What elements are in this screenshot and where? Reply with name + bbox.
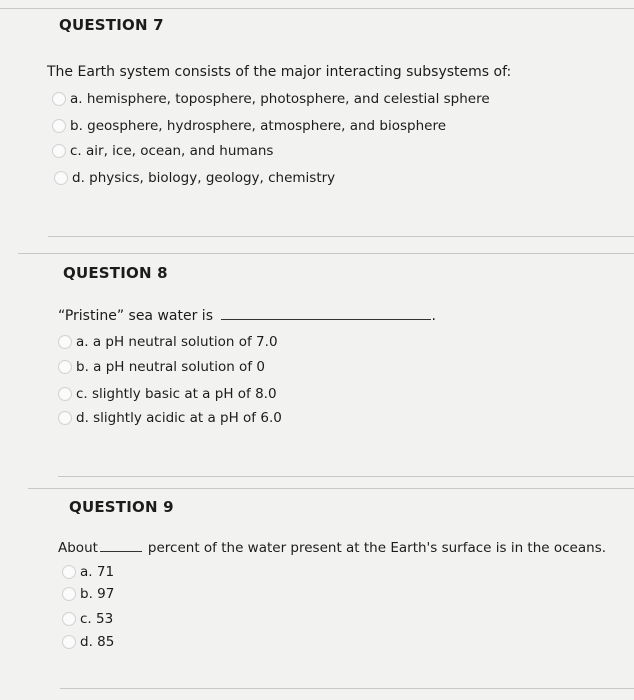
radio-button[interactable] bbox=[62, 635, 76, 649]
divider bbox=[48, 236, 634, 237]
question-prompt: The Earth system consists of the major interacting subsystems of: bbox=[47, 64, 512, 80]
answer-option-b[interactable] bbox=[58, 359, 265, 375]
answer-option-d[interactable] bbox=[62, 634, 114, 650]
answer-label: c. 53 bbox=[80, 611, 114, 627]
answer-label: b. geosphere, hydrosphere, atmosphere, and biosphere bbox=[70, 118, 447, 134]
answer-label: c. air, ice, ocean, and humans bbox=[70, 143, 274, 159]
question-prompt bbox=[58, 308, 436, 324]
radio-button[interactable] bbox=[52, 119, 66, 133]
answer-option-a[interactable] bbox=[58, 334, 278, 350]
answer-label: d. 85 bbox=[80, 634, 115, 650]
divider bbox=[28, 488, 634, 489]
answer-option-c[interactable] bbox=[52, 143, 273, 159]
answer-label: b. a pH neutral solution of 0 bbox=[76, 359, 265, 375]
radio-button[interactable] bbox=[58, 387, 72, 401]
prompt-text: “Pristine” sea water is bbox=[58, 308, 213, 324]
answer-option-c[interactable] bbox=[62, 611, 113, 627]
divider bbox=[18, 253, 634, 254]
divider bbox=[0, 8, 634, 9]
radio-button[interactable] bbox=[58, 335, 72, 349]
radio-button[interactable] bbox=[62, 612, 76, 626]
answer-option-a[interactable] bbox=[52, 91, 490, 107]
answer-option-d[interactable] bbox=[58, 410, 282, 426]
prompt-end: percent of the water present at the Earth's surface is in the oceans. bbox=[147, 540, 607, 556]
divider bbox=[60, 688, 634, 689]
answer-label: d. slightly acidic at a pH of 6.0 bbox=[76, 410, 282, 426]
question-prompt bbox=[58, 540, 606, 556]
answer-option-d[interactable] bbox=[54, 170, 335, 186]
radio-button[interactable] bbox=[58, 360, 72, 374]
question-title: QUESTION 9 bbox=[69, 498, 174, 516]
radio-button[interactable] bbox=[52, 92, 66, 106]
radio-button[interactable] bbox=[62, 587, 76, 601]
answer-label: a. a pH neutral solution of 7.0 bbox=[76, 334, 278, 350]
answer-blank bbox=[100, 551, 142, 552]
answer-label: c. slightly basic at a pH of 8.0 bbox=[76, 386, 277, 402]
question-title: QUESTION 7 bbox=[59, 16, 164, 34]
answer-label: a. hemisphere, toposphere, photosphere, and celestial sphere bbox=[70, 91, 490, 107]
radio-button[interactable] bbox=[58, 411, 72, 425]
prompt-end: . bbox=[431, 308, 436, 324]
answer-option-a[interactable] bbox=[62, 564, 114, 580]
answer-option-b[interactable] bbox=[62, 586, 114, 602]
answer-blank bbox=[221, 319, 431, 320]
radio-button[interactable] bbox=[54, 171, 68, 185]
divider bbox=[58, 476, 634, 477]
answer-label: d. physics, biology, geology, chemistry bbox=[72, 170, 336, 186]
answer-option-b[interactable] bbox=[52, 118, 446, 134]
prompt-text: About bbox=[58, 540, 98, 556]
answer-option-c[interactable] bbox=[58, 386, 277, 402]
answer-label: a. 71 bbox=[80, 564, 115, 580]
question-title: QUESTION 8 bbox=[63, 264, 168, 282]
radio-button[interactable] bbox=[52, 144, 66, 158]
radio-button[interactable] bbox=[62, 565, 76, 579]
answer-label: b. 97 bbox=[80, 586, 115, 602]
